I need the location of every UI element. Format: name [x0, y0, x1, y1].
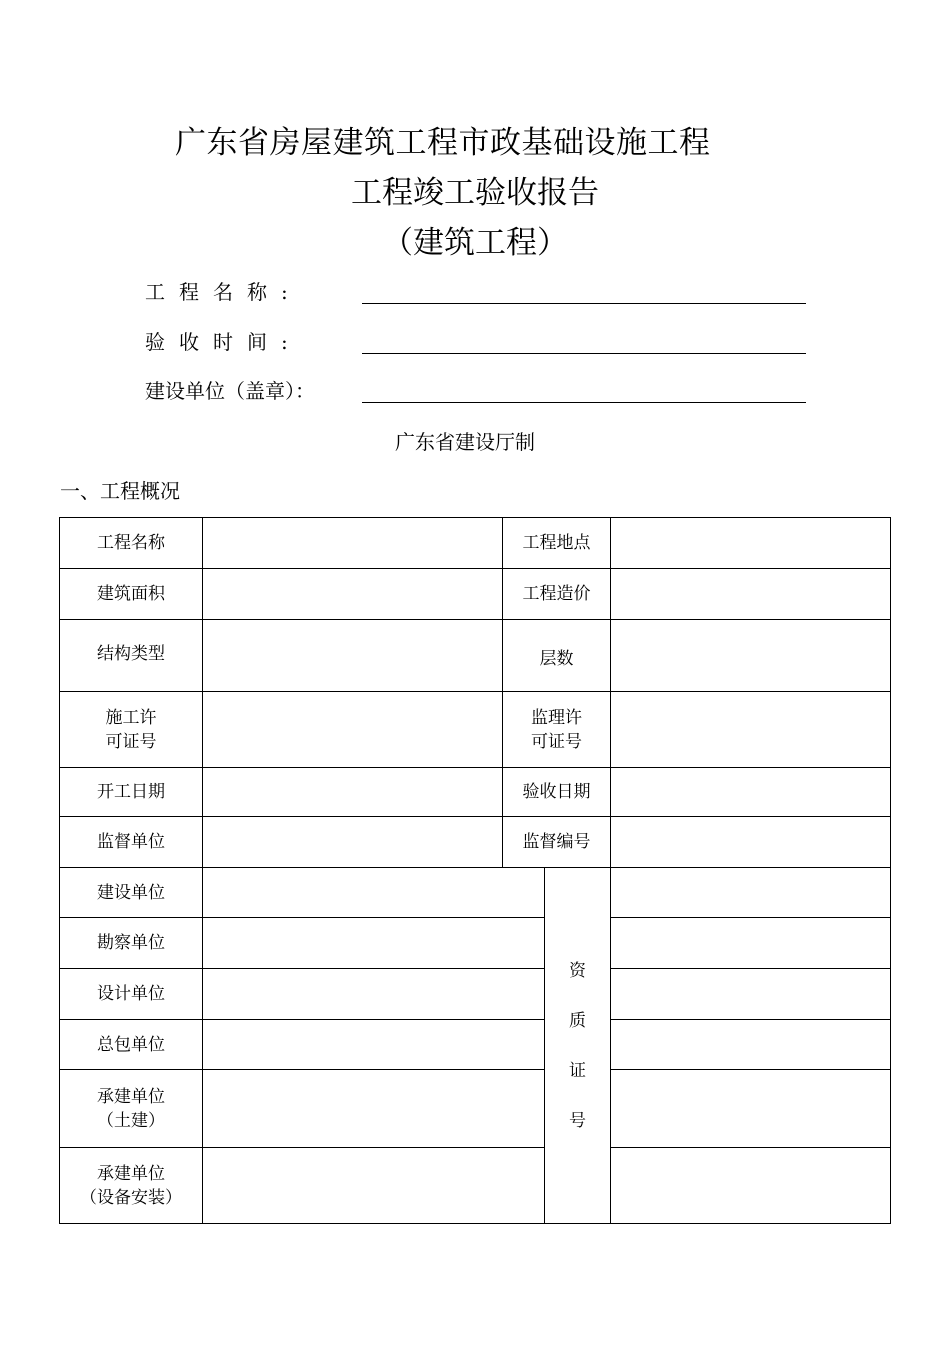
label-start-date: 开工日期: [60, 768, 203, 817]
value-project-cost[interactable]: [611, 569, 891, 620]
label-line: 承建单位: [97, 1086, 165, 1107]
issuer-text: 广东省建设厅制: [395, 430, 535, 454]
builder-seal-label: 建设单位（盖章）：: [145, 379, 315, 403]
label-general-contractor: 总包单位: [60, 1020, 203, 1070]
table-row: [60, 692, 891, 768]
label-line: 可证号: [105, 731, 157, 752]
cert-design-unit[interactable]: [611, 969, 891, 1020]
label-line: （土建）: [97, 1110, 165, 1131]
value-acceptance-date[interactable]: [611, 768, 891, 817]
doc-title-line3: （建筑工程）: [382, 225, 568, 261]
cert-survey-unit[interactable]: [611, 918, 891, 969]
section-title: 一、工程概况: [60, 479, 180, 503]
table-row: [60, 620, 891, 692]
cert-construction-unit[interactable]: [611, 868, 891, 918]
vertical-char: 证: [569, 1060, 586, 1081]
table-row: [60, 918, 891, 969]
value-supervision-number[interactable]: [611, 817, 891, 868]
value-survey-unit[interactable]: [203, 918, 545, 969]
table-row: [60, 518, 891, 569]
qualification-cert-label: [545, 868, 611, 1224]
doc-title-line1: 广东省房屋建筑工程市政基础设施工程: [175, 125, 711, 161]
value-construction-unit[interactable]: [203, 868, 545, 918]
label-line: （设备安装）: [80, 1187, 182, 1208]
label-construction-unit: 建设单位: [60, 868, 203, 918]
project-name-label: 工程名称:: [145, 280, 302, 304]
value-supervision-permit[interactable]: [611, 692, 891, 768]
table-row: [60, 1070, 891, 1148]
label-project-cost: 工程造价: [503, 569, 611, 620]
label-project-name: 工程名称: [60, 518, 203, 569]
value-design-unit[interactable]: [203, 969, 545, 1020]
acceptance-time-line[interactable]: [362, 353, 806, 354]
label-project-location: 工程地点: [503, 518, 611, 569]
label-supervising-unit: 监督单位: [60, 817, 203, 868]
vertical-char: 号: [569, 1110, 586, 1131]
label-line: 可证号: [531, 731, 582, 752]
builder-seal-line[interactable]: [362, 402, 806, 403]
table-row: [60, 868, 891, 918]
doc-title-line2: 工程竣工验收报告: [351, 175, 599, 211]
value-floors[interactable]: [611, 620, 891, 692]
label-acceptance-date: 验收日期: [503, 768, 611, 817]
table-row: [60, 569, 891, 620]
value-building-area[interactable]: [203, 569, 503, 620]
value-structure-type[interactable]: [203, 620, 503, 692]
label-design-unit: 设计单位: [60, 969, 203, 1020]
label-contractor-civil: [60, 1070, 203, 1148]
project-name-line[interactable]: [362, 303, 806, 304]
vertical-char: 质: [569, 1010, 586, 1031]
cert-contractor-equipment[interactable]: [611, 1148, 891, 1224]
table-row: [60, 1148, 891, 1224]
label-contractor-equipment: [60, 1148, 203, 1224]
acceptance-time-label: 验收时间:: [145, 330, 302, 354]
value-construction-permit[interactable]: [203, 692, 503, 768]
value-project-name[interactable]: [203, 518, 503, 569]
cert-general-contractor[interactable]: [611, 1020, 891, 1070]
value-general-contractor[interactable]: [203, 1020, 545, 1070]
label-supervision-number: 监督编号: [503, 817, 611, 868]
value-start-date[interactable]: [203, 768, 503, 817]
label-line: 监理许: [531, 707, 582, 728]
value-supervising-unit[interactable]: [203, 817, 503, 868]
label-line: 承建单位: [97, 1163, 165, 1184]
table-row: [60, 817, 891, 868]
label-line: 施工许: [105, 707, 157, 728]
table-row: [60, 1020, 891, 1070]
label-floors: 层数: [503, 620, 611, 692]
table-row: [60, 969, 891, 1020]
label-survey-unit: 勘察单位: [60, 918, 203, 969]
label-construction-permit: [60, 692, 203, 768]
table-row: [60, 768, 891, 817]
cert-contractor-civil[interactable]: [611, 1070, 891, 1148]
vertical-char: 资: [569, 960, 586, 981]
value-contractor-civil[interactable]: [203, 1070, 545, 1148]
label-supervision-permit: [503, 692, 611, 768]
value-project-location[interactable]: [611, 518, 891, 569]
label-structure-type: 结构类型: [60, 620, 203, 692]
value-contractor-equipment[interactable]: [203, 1148, 545, 1224]
project-overview-table: [59, 517, 891, 1224]
label-building-area: 建筑面积: [60, 569, 203, 620]
